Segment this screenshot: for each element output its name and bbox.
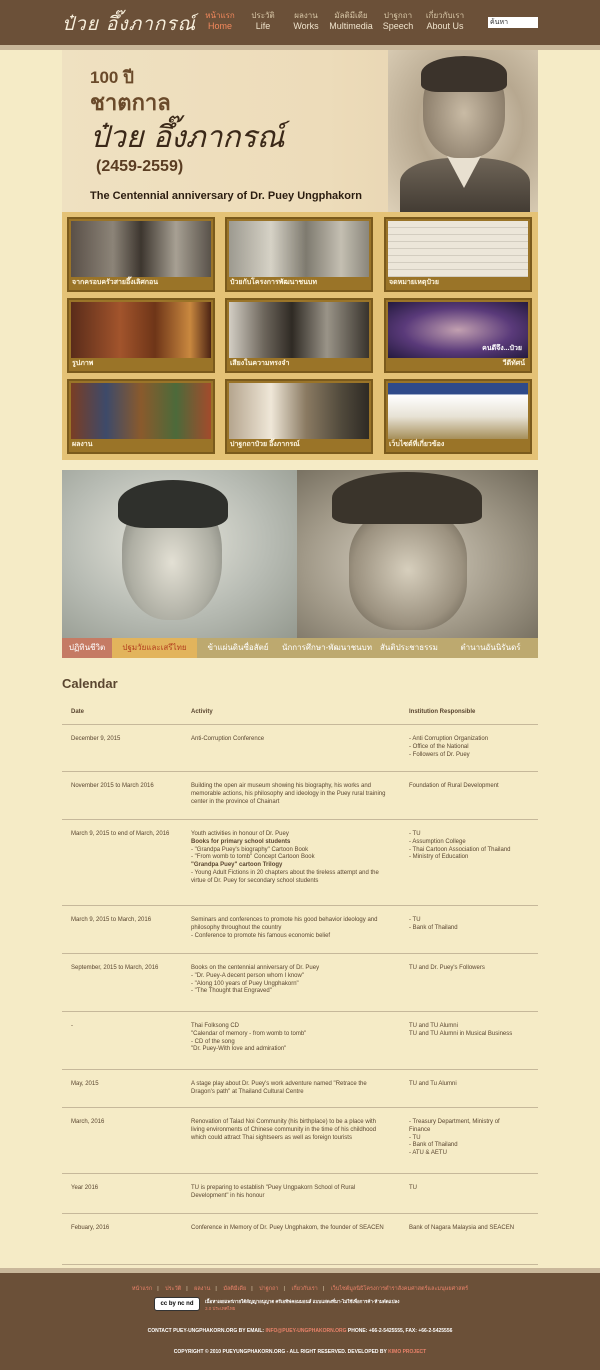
- calendar-title: Calendar: [62, 676, 118, 691]
- row-activity: [181, 917, 399, 953]
- gallery-caption: วีดีทัศน์: [502, 360, 525, 367]
- gallery-tile-photos[interactable]: [67, 298, 215, 373]
- table-row: [62, 1108, 538, 1174]
- gallery-caption: เสียงในความทรงจำ: [230, 360, 290, 367]
- institution-line: TU and Tu Alumni: [409, 1081, 457, 1087]
- row-activity: [181, 831, 399, 905]
- table-row: [62, 1214, 538, 1265]
- feature-slideshow: [62, 470, 538, 658]
- nav-multimedia[interactable]: [329, 10, 373, 32]
- gallery-caption: จากครอบครัวสายอึ๊งเลิศกอน: [72, 279, 159, 286]
- row-activity: [181, 965, 399, 1011]
- activity-line: Youth activities in honour of Dr. Puey: [191, 831, 289, 837]
- gallery-tile-works[interactable]: [67, 379, 215, 454]
- gallery-tile-links[interactable]: [384, 379, 532, 454]
- gallery-tile-family[interactable]: [67, 217, 215, 292]
- institution-line: TU and Dr. Puey's Followers: [409, 965, 485, 971]
- row-activity: [181, 736, 399, 771]
- nav-life-en: Life: [255, 21, 271, 31]
- activity-line: Dragon's path" at Thailand Cultural Centre: [191, 1088, 304, 1095]
- gallery-photo: [229, 383, 369, 439]
- gallery-photo: [388, 221, 528, 277]
- row-institution: [399, 1225, 538, 1264]
- institution-line: - Ministry of Education: [409, 854, 469, 861]
- header-date: Date: [71, 708, 85, 715]
- institution-line: TU and TU Alumni: [409, 1023, 458, 1029]
- nav-speech-en: Speech: [382, 21, 414, 31]
- row-institution: [399, 783, 538, 819]
- copyright-text: COPYRIGHT © 2010 PUEYUNGPHAKORN.ORG - ALL RIGHT RESERVED. DEVELOPED BY: [173, 1349, 387, 1355]
- row-date: May, 2015: [71, 1081, 99, 1087]
- activity-line: Books on the centennial anniversary of Dr. Puey: [191, 965, 320, 971]
- nav-speech[interactable]: [376, 10, 420, 32]
- header-institution: Institution Responsible: [409, 708, 476, 715]
- row-institution: [399, 831, 538, 905]
- soldier-cap: [332, 472, 482, 524]
- row-date: March, 2016: [71, 1119, 105, 1125]
- footer-link-works[interactable]: ผลงาน: [194, 1286, 211, 1292]
- gallery-photo: [388, 302, 528, 358]
- gallery-caption: ป๋วยกับโครงการพัฒนาชนบท: [230, 279, 317, 286]
- institution-line: - TU: [409, 1134, 421, 1141]
- footer-link-about[interactable]: เกี่ยวกับเรา: [291, 1286, 318, 1292]
- tab-early-years[interactable]: ปฐมวัยและเสรีไทย: [112, 638, 197, 658]
- activity-line: - Conference to promote his famous economic belief: [191, 932, 331, 939]
- activity-line: - "Grandpa Puey's biography" Cartoon Book: [191, 846, 309, 853]
- calendar-body: [62, 725, 538, 1265]
- nav-home[interactable]: [200, 10, 240, 32]
- activity-line: - Young Adult Fictions in 20 chapters about the tireless attempt and the: [191, 869, 379, 876]
- activity-line: virtue of Dr. Puey for secondary school students: [191, 877, 319, 884]
- row-institution: [399, 1185, 538, 1213]
- activity-line: - "Dr. Puey-A decent person whom I know": [191, 972, 304, 979]
- nav-about-th: เกี่ยวกับเรา: [425, 11, 465, 20]
- institution-line: Finance: [409, 1126, 431, 1133]
- gallery-tile-video[interactable]: [384, 298, 532, 373]
- institution-line: - Assumption College: [409, 838, 466, 845]
- license-text: เนื้อหาเผยแพร่ภายใต้สัญญาอนุญาต ครีเอทีฟคอมมอนส์ แบบแสดงที่มา-ไม่ใช้เพื่อการค้า-ห้ามดัดแปลง: [205, 1299, 400, 1304]
- banner-centennial: ชาตกาล: [90, 90, 171, 115]
- footer-nav: หน้าแรก | ประวัติ | ผลงาน | มัลติมีเดีย | ปาฐกถา | เกี่ยวกับเรา | เว็บไซต์มูลนิธิโครงการตำราสังคมศาสตร์และมนุษยศาสตร์: [131, 1286, 469, 1292]
- gallery-tile-lectures[interactable]: [225, 379, 373, 454]
- creative-commons-badge[interactable]: cc by nc nd: [154, 1297, 200, 1311]
- row-institution: [399, 736, 538, 771]
- media-gallery: [62, 212, 538, 460]
- young-hair: [118, 480, 228, 528]
- site-footer: [0, 1268, 600, 1370]
- activity-line: center in the province of Chainart: [191, 798, 280, 805]
- nav-works-en: Works: [293, 21, 319, 31]
- row-institution: [399, 917, 538, 953]
- nav-works[interactable]: [286, 10, 326, 32]
- activity-line: which could attract Thai sightseers as well as foreign tourists: [191, 1134, 352, 1141]
- table-row: [62, 772, 538, 820]
- contact-phone: PHONE: +66-2-5425555, FAX: +66-2-5425556: [347, 1328, 453, 1334]
- footer-link-foundation[interactable]: เว็บไซต์มูลนิธิโครงการตำราสังคมศาสตร์และมนุษยศาสตร์: [330, 1286, 469, 1292]
- table-row: [62, 1012, 538, 1070]
- tab-eternal-legend[interactable]: ตำนานอันนิรันดร์: [460, 643, 521, 652]
- activity-line: Books for primary school students: [191, 838, 291, 845]
- activity-line: philosophy throughout the country: [191, 924, 282, 931]
- nav-about-en: About Us: [426, 21, 464, 31]
- row-date: -: [71, 1023, 73, 1029]
- site-header: [0, 0, 600, 45]
- activity-line: Seminars and conferences to promote his good behavior ideology and: [191, 917, 378, 923]
- gallery-caption: เว็บไซต์ที่เกี่ยวข้อง: [389, 441, 445, 448]
- activity-line: - CD of the song: [191, 1038, 235, 1045]
- tab-peace-democracy[interactable]: สันติประชาธรรม: [380, 643, 438, 652]
- activity-line: Development" in his honour: [191, 1192, 265, 1199]
- calendar-table: [62, 699, 538, 1265]
- institution-line: - Bank of Thailand: [409, 924, 458, 931]
- gallery-tile-rural[interactable]: [225, 217, 373, 292]
- developer-link[interactable]: KIMO PROJECT: [388, 1349, 427, 1355]
- search-input[interactable]: [488, 17, 538, 28]
- institution-line: Bank of Nagara Malaysia and SEACEN: [409, 1225, 515, 1231]
- institution-line: - Thai Cartoon Association of Thailand: [409, 846, 511, 853]
- activity-line: Building the open air museum showing his biography, his works and: [191, 783, 371, 789]
- row-date: September, 2015 to March, 2016: [71, 965, 159, 971]
- nav-life[interactable]: [243, 10, 283, 32]
- table-row: [62, 1174, 538, 1214]
- institution-line: TU and TU Alumni in Musical Business: [409, 1030, 513, 1037]
- gallery-photo: [71, 221, 211, 277]
- soldier-face: [349, 510, 467, 630]
- footer-link-home[interactable]: หน้าแรก: [131, 1286, 153, 1292]
- gallery-photo: [388, 383, 528, 439]
- video-overlay-text: คนดีจึง...ป๋วย: [482, 345, 522, 352]
- activity-line: "Grandpa Puey" cartoon Trilogy: [191, 862, 283, 869]
- nav-life-th: ประวัติ: [251, 11, 275, 20]
- banner-signature-name: ป๋วย อึ๊งภากรณ์: [90, 120, 285, 155]
- activity-line: TU is preparing to establish "Puey Ungpakorn School of Rural: [191, 1185, 356, 1191]
- table-row: [62, 954, 538, 1012]
- site-logo[interactable]: ป๋วย อึ๊งภากรณ์: [62, 13, 197, 35]
- feature-photo-soldier: [297, 470, 538, 638]
- activity-line: - "From womb to tomb" Concept Cartoon Book: [191, 854, 315, 861]
- nav-multimedia-en: Multimedia: [329, 21, 373, 31]
- gallery-caption: รูปภาพ: [72, 360, 94, 367]
- nav-multimedia-th: มัลติมีเดีย: [334, 11, 368, 20]
- gallery-photo: [71, 383, 211, 439]
- institution-line: - Treasury Department, Ministry of: [409, 1119, 500, 1125]
- calendar-header-row: [62, 699, 538, 725]
- contact-email-link[interactable]: INFO@PUEY-UNGPHAKORN.ORG: [265, 1328, 347, 1334]
- nav-speech-th: ปาฐกถา: [383, 11, 413, 20]
- nav-home-th: หน้าแรก: [205, 11, 235, 20]
- tab-life-calendar[interactable]: ปฏิทินชีวิต: [62, 638, 112, 658]
- nav-about[interactable]: [423, 10, 467, 32]
- banner-years: (2459-2559): [96, 158, 184, 175]
- footer-link-speech[interactable]: ปาฐกถา: [259, 1286, 279, 1292]
- row-date: March 9, 2015 to March, 2016: [71, 917, 152, 923]
- row-date: December 9, 2015: [71, 736, 121, 742]
- gallery-tile-archive[interactable]: [384, 217, 532, 292]
- row-date: Year 2016: [71, 1185, 99, 1191]
- table-row: [62, 725, 538, 772]
- row-activity: [181, 1023, 399, 1069]
- activity-line: Thai Folksong CD: [191, 1023, 240, 1029]
- centennial-banner: [62, 50, 538, 212]
- portrait-photo: [388, 50, 538, 212]
- license-version[interactable]: 3.0 ประเทศไทย: [205, 1306, 236, 1311]
- institution-line: - ATU & AETU: [409, 1150, 447, 1157]
- gallery-caption: ผลงาน: [72, 441, 93, 448]
- footer-link-multimedia[interactable]: มัลติมีเดีย: [223, 1286, 247, 1292]
- feature-photo-young: [62, 470, 297, 638]
- footer-link-life[interactable]: ประวัติ: [165, 1286, 182, 1292]
- activity-line: Renovation of Talad Noi Community (his birthplace) to be a place with: [191, 1119, 376, 1125]
- row-activity: [181, 783, 399, 819]
- row-activity: [181, 1225, 399, 1264]
- gallery-caption: ปาฐกถาป๋วย อึ๊งภากรณ์: [230, 441, 300, 448]
- portrait-hair: [421, 56, 507, 92]
- table-row: [62, 1070, 538, 1108]
- table-row: [62, 820, 538, 906]
- row-institution: [399, 1081, 538, 1107]
- row-institution: [399, 965, 538, 1011]
- nav-home-en: Home: [207, 21, 232, 31]
- row-date: November 2015 to March 2016: [71, 783, 154, 789]
- feature-tabs: [62, 638, 538, 658]
- institution-line: Foundation of Rural Development: [409, 783, 499, 789]
- tab-loyal-subject[interactable]: ข้าแผ่นดินซื่อสัตย์: [207, 643, 269, 652]
- gallery-photo: [71, 302, 211, 358]
- row-date: Febuary, 2016: [71, 1225, 110, 1231]
- activity-line: memorable actions, his philosophy and ideology in the Puey rural training: [191, 790, 386, 797]
- institution-line: - TU: [409, 831, 421, 837]
- gallery-caption: จดหมายเหตุป๋วย: [389, 279, 439, 286]
- institution-line: TU: [409, 1185, 417, 1191]
- footer-stripe: [0, 1268, 600, 1273]
- row-activity: [181, 1185, 399, 1213]
- header-activity: Activity: [191, 708, 213, 715]
- row-activity: [181, 1081, 399, 1107]
- activity-line: - "The Thought that Engraved": [191, 988, 272, 995]
- activity-line: - "Along 100 years of Puey Ungphakorn": [191, 980, 299, 987]
- activity-line: "Calendar of memory - from womb to tomb": [191, 1030, 307, 1037]
- footer-contact: [0, 1328, 600, 1334]
- institution-line: - Followers of Dr. Puey: [409, 751, 470, 758]
- footer-copyright: [0, 1349, 600, 1355]
- gallery-tile-voice[interactable]: [225, 298, 373, 373]
- row-date: March 9, 2015 to end of March, 2016: [71, 831, 170, 837]
- row-institution: [399, 1023, 538, 1069]
- institution-line: - TU: [409, 917, 421, 923]
- institution-line: - Anti Corruption Organization: [409, 736, 489, 742]
- activity-line: Conference in Memory of Dr. Puey Ungphakom, the founder of SEACEN: [191, 1225, 384, 1231]
- banner-100-years: 100 ปี: [90, 68, 134, 87]
- table-row: [62, 906, 538, 954]
- nav-works-th: ผลงาน: [294, 11, 318, 20]
- institution-line: - Office of the National: [409, 743, 469, 750]
- tab-educator[interactable]: นักการศึกษา-พัฒนาชนบท: [281, 643, 372, 652]
- row-activity: [181, 1119, 399, 1173]
- contact-prefix: CONTACT PUEY-UNGPHAKORN.ORG BY EMAIL:: [147, 1328, 265, 1334]
- banner-english-title: The Centennial anniversary of Dr. Puey Ungphakorn: [90, 190, 363, 202]
- gallery-photo: [229, 221, 369, 277]
- activity-line: A stage play about Dr. Puey's work adventure named "Retrace the: [191, 1081, 367, 1087]
- gallery-photo: [229, 302, 369, 358]
- row-institution: [399, 1119, 538, 1173]
- activity-line: Anti-Corruption Conference: [191, 736, 265, 742]
- activity-line: "Dr. Puey-With love and admiration": [191, 1046, 287, 1053]
- institution-line: - Bank of Thailand: [409, 1142, 458, 1149]
- main-nav: [200, 10, 470, 32]
- activity-line: living environments of Chinese community in the time of his childhood: [191, 1126, 377, 1133]
